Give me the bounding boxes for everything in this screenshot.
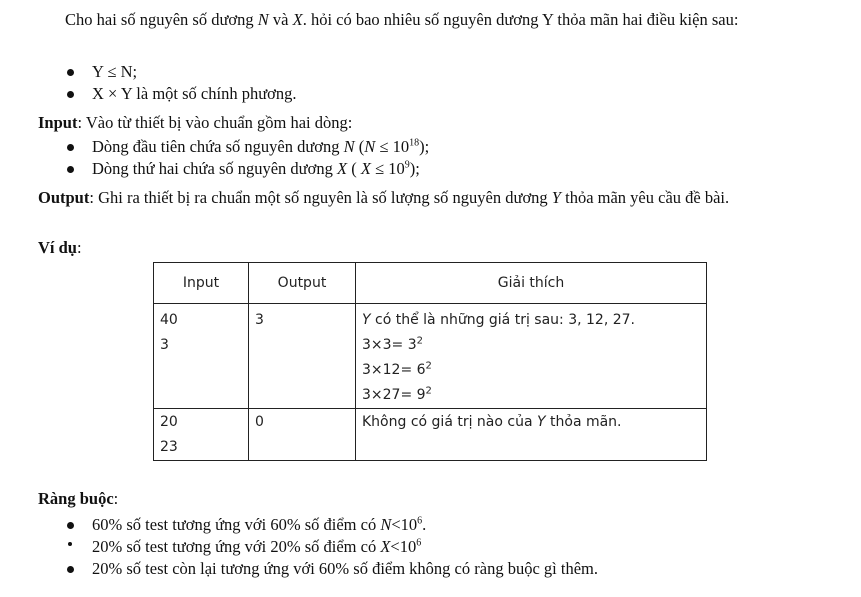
- conditions-list: [62, 61, 297, 105]
- cell-input: 40 3: [154, 304, 249, 409]
- header-input: Input: [154, 263, 249, 304]
- constraint-item: 60% số test tương ứng với 60% số điểm có $N<10^6$.: [62, 514, 598, 536]
- table-row: [154, 304, 707, 409]
- input-item: Dòng thứ hai chứa số nguyên dương X ( $X \le 10^9$);: [62, 158, 429, 180]
- var-x: X: [292, 10, 303, 29]
- input-label: Input: [38, 113, 78, 132]
- header-explain: Giải thích: [356, 263, 707, 304]
- constraint-item: 20% số test tương ứng với 20% số điểm có $X<10^6$: [62, 536, 598, 558]
- example-table: [153, 262, 707, 461]
- problem-intro: [38, 10, 828, 30]
- condition-item: Y ≤ N;: [62, 61, 297, 83]
- constraints-list: [62, 514, 598, 580]
- intro-text: và: [268, 10, 293, 29]
- example-label: Ví dụ: [38, 238, 77, 257]
- input-item: Dòng đầu tiên chứa số nguyên dương N $(N \le 10^{18})$;: [62, 136, 429, 158]
- cell-output: 3: [249, 304, 356, 409]
- var-n: N: [257, 10, 269, 29]
- table-row: [154, 409, 707, 461]
- constraints-label: Ràng buộc: [38, 489, 114, 508]
- constraints-heading: Ràng buộc:: [38, 489, 119, 508]
- table-header-row: [154, 263, 707, 304]
- cell-explain: Không có giá trị nào của Y thỏa mãn.: [356, 409, 707, 461]
- cell-output: 0: [249, 409, 356, 461]
- cell-input: 20 23: [154, 409, 249, 461]
- intro-text: Cho hai số nguyên số dương: [65, 10, 258, 29]
- header-output: Output: [249, 263, 356, 304]
- condition-item: X × Y là một số chính phương.: [62, 83, 297, 105]
- input-list: [62, 136, 429, 180]
- input-text: : Vào từ thiết bị vào chuẩn gồm hai dòng:: [77, 113, 353, 132]
- intro-text: . hỏi có bao nhiêu số nguyên dương Y thỏa mãn hai điều kiện sau:: [302, 10, 739, 29]
- constraint-item: 20% số test còn lại tương ứng với 60% số điểm không có ràng buộc gì thêm.: [62, 558, 598, 580]
- output-label: Output: [38, 188, 90, 207]
- input-heading: [38, 113, 828, 133]
- example-heading: Ví dụ:: [38, 238, 82, 257]
- cell-explain: Y có thể là những giá trị sau: 3, 12, 27. $3\times 3= 3^2$ $3\times 12= 6^2$ $3\times 27= 9^2$: [356, 304, 707, 409]
- output-heading: Output: Ghi ra thiết bị ra chuẩn một số nguyên là số lượng số nguyên dương Y thỏa mãn yêu cầu đề bài.: [38, 188, 730, 207]
